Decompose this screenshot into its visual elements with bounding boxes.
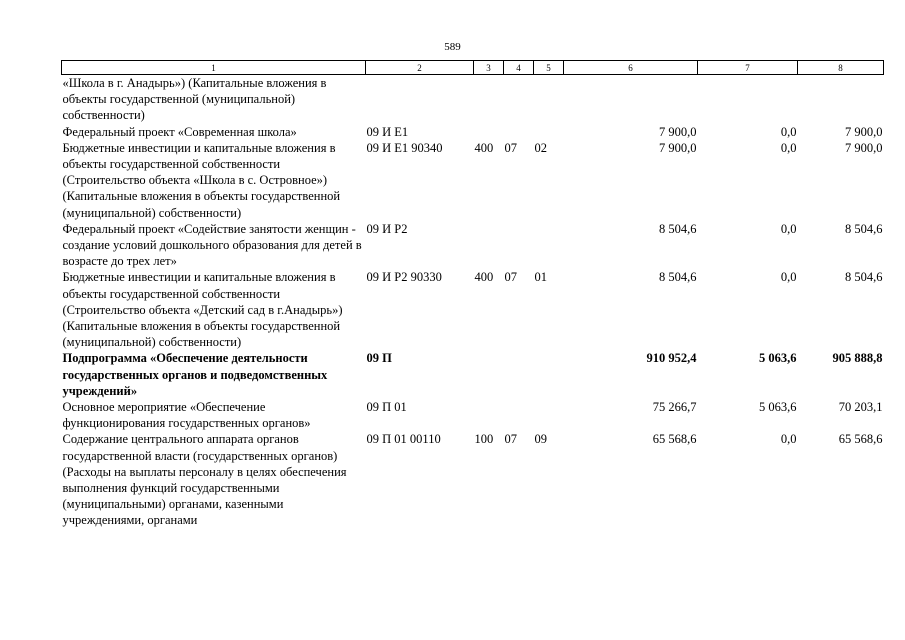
table-row bbox=[62, 124, 884, 140]
amount-change: 0,0 bbox=[780, 140, 797, 155]
amount-result bbox=[798, 75, 884, 124]
budget-classification-code: 09 П 01 bbox=[366, 400, 407, 415]
section-code bbox=[504, 350, 534, 399]
amount-change: 5 063,6 bbox=[759, 400, 797, 415]
expense-type-code: 100 bbox=[474, 432, 494, 447]
amount-total: 65 568,6 bbox=[652, 432, 697, 447]
subsection-code: 09 bbox=[534, 432, 547, 447]
expense-type-code bbox=[474, 399, 504, 431]
section-code: 07 bbox=[504, 140, 517, 155]
amount-total: 7 900,0 bbox=[659, 140, 697, 155]
column-header: 6 bbox=[564, 61, 698, 75]
column-header: 1 bbox=[62, 61, 366, 75]
row-description: Содержание центрального аппарата органов государственной власти (государственных органов) (Расходы на выплаты персоналу в целях обеспечения выполнения функций государственными (муниципальными) органами, казенными учреждениями, органами bbox=[62, 432, 347, 528]
budget-classification-code: 09 П 01 00110 bbox=[366, 432, 441, 447]
amount-total: 7 900,0 bbox=[659, 124, 697, 139]
budget-table bbox=[61, 60, 884, 529]
table-row bbox=[62, 431, 884, 528]
subsection-code bbox=[534, 75, 564, 124]
amount-total: 75 266,7 bbox=[652, 400, 697, 415]
amount-total bbox=[564, 75, 698, 124]
table-body bbox=[62, 75, 884, 529]
subsection-code: 02 bbox=[534, 140, 547, 155]
table-row bbox=[62, 140, 884, 221]
table-row bbox=[62, 269, 884, 350]
subsection-code bbox=[534, 399, 564, 431]
row-description: Федеральный проект «Содействие занятости женщин - создание условий дошкольного образования для детей в возрасте до трех лет» bbox=[62, 221, 362, 269]
amount-change: 0,0 bbox=[780, 270, 797, 285]
budget-classification-code: 09 И Е1 90340 bbox=[366, 140, 443, 155]
amount-result: 8 504,6 bbox=[845, 270, 883, 285]
column-header: 7 bbox=[698, 61, 798, 75]
expense-type-code bbox=[474, 221, 504, 270]
amount-change: 0,0 bbox=[780, 432, 797, 447]
row-description: Федеральный проект «Современная школа» bbox=[62, 124, 297, 139]
subsection-code: 01 bbox=[534, 270, 547, 285]
expense-type-code: 400 bbox=[474, 270, 494, 285]
row-description: Основное мероприятие «Обеспечение функционирования государственных органов» bbox=[62, 400, 311, 431]
amount-total: 910 952,4 bbox=[646, 351, 697, 366]
section-code bbox=[504, 221, 534, 270]
column-number-header bbox=[62, 61, 884, 75]
budget-classification-code: 09 И Р2 90330 bbox=[366, 270, 442, 285]
amount-result: 7 900,0 bbox=[845, 140, 883, 155]
column-header: 5 bbox=[534, 61, 564, 75]
budget-classification-code: 09 И Р2 bbox=[366, 221, 408, 236]
budget-classification-code: 09 И Е1 bbox=[366, 124, 409, 139]
column-header: 4 bbox=[504, 61, 534, 75]
amount-change: 5 063,6 bbox=[759, 351, 797, 366]
subsection-code bbox=[534, 221, 564, 270]
table-row bbox=[62, 399, 884, 431]
section-code bbox=[504, 124, 534, 140]
budget-classification-code bbox=[366, 75, 474, 124]
page-number: 589 bbox=[444, 41, 461, 53]
expense-type-code bbox=[474, 75, 504, 124]
amount-result: 905 888,8 bbox=[832, 351, 883, 366]
subsection-code bbox=[534, 350, 564, 399]
table-row bbox=[62, 75, 884, 124]
expense-type-code: 400 bbox=[474, 140, 494, 155]
section-code: 07 bbox=[504, 432, 517, 447]
amount-total: 8 504,6 bbox=[659, 221, 697, 236]
row-description: Подпрограмма «Обеспечение деятельности государственных органов и подведомственных учреждений» bbox=[62, 351, 328, 398]
budget-classification-code: 09 П bbox=[366, 351, 392, 366]
expense-type-code bbox=[474, 350, 504, 399]
amount-total: 8 504,6 bbox=[659, 270, 697, 285]
amount-change: 0,0 bbox=[780, 221, 797, 236]
section-code bbox=[504, 75, 534, 124]
expense-type-code bbox=[474, 124, 504, 140]
amount-result: 8 504,6 bbox=[845, 221, 883, 236]
table-row bbox=[62, 221, 884, 270]
column-header: 8 bbox=[798, 61, 884, 75]
amount-result: 65 568,6 bbox=[838, 432, 883, 447]
subsection-code bbox=[534, 124, 564, 140]
column-header: 2 bbox=[366, 61, 474, 75]
column-header: 3 bbox=[474, 61, 504, 75]
row-description: Бюджетные инвестиции и капитальные вложения в объекты государственной собственности (Строительство объекта «Школа в с. Островное») (Капитальные вложения в объекты государственной (муниципальной) собственности) bbox=[62, 140, 341, 220]
row-description: «Школа в г. Анадырь») (Капитальные вложения в объекты государственной (муниципальной) собственности) bbox=[62, 76, 327, 123]
row-description: Бюджетные инвестиции и капитальные вложения в объекты государственной собственности (Строительство объекта «Детский сад в г.Анадырь») (Капитальные вложения в объекты государственной (муниципальной) собственности) bbox=[62, 270, 343, 350]
amount-result: 7 900,0 bbox=[845, 124, 883, 139]
amount-result: 70 203,1 bbox=[838, 400, 883, 415]
amount-change: 0,0 bbox=[780, 124, 797, 139]
amount-change bbox=[698, 75, 798, 124]
table-row bbox=[62, 350, 884, 399]
section-code: 07 bbox=[504, 270, 517, 285]
section-code bbox=[504, 399, 534, 431]
